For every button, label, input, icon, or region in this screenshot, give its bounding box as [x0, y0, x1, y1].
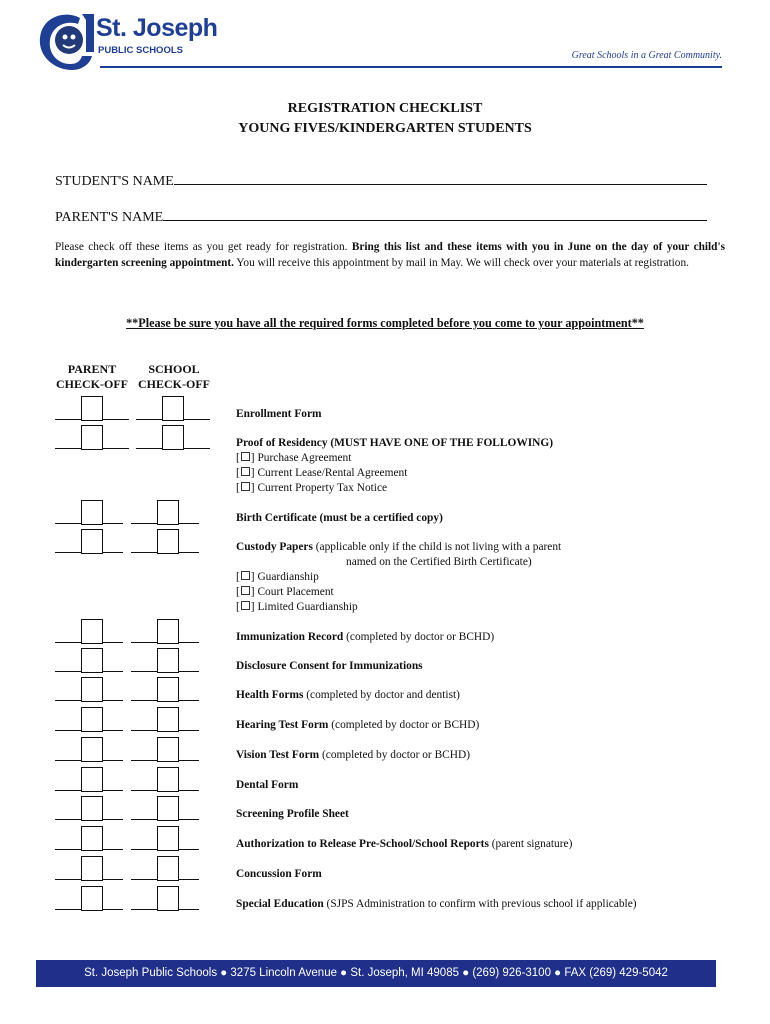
item-title: Concussion Form [236, 868, 322, 880]
school-check-box[interactable] [157, 529, 179, 554]
item-title: Enrollment Form [236, 408, 322, 420]
school-check-box[interactable] [157, 767, 179, 792]
sub-option[interactable]: [ ] Purchase Agreement [236, 452, 352, 464]
parent-check-box[interactable] [81, 826, 103, 851]
school-check-box[interactable] [157, 619, 179, 644]
item-title: Authorization to Release Pre-School/School Reports [236, 838, 489, 850]
parent-check-box[interactable] [81, 886, 103, 911]
sub-option[interactable]: [ ] Guardianship [236, 571, 319, 583]
header-divider [100, 66, 722, 68]
checklist-item [236, 837, 572, 852]
checklist-item [236, 897, 637, 912]
sub-option-checkbox[interactable] [241, 482, 250, 491]
parent-check-box[interactable] [81, 737, 103, 762]
parent-check-box[interactable] [81, 619, 103, 644]
parent-check-box[interactable] [81, 396, 103, 421]
instructions-text-2: You will receive this appointment by mail in May. We will check over your materials at registration. [233, 256, 689, 269]
item-note: (SJPS Administration to confirm with previous school if applicable) [323, 898, 637, 910]
item-title: Disclosure Consent for Immunizations [236, 660, 423, 672]
student-name-line[interactable] [174, 172, 707, 185]
parent-name-field[interactable] [55, 208, 707, 226]
item-note: (completed by doctor or BCHD) [343, 631, 495, 643]
checklist-item [236, 778, 298, 793]
item-title: Screening Profile Sheet [236, 808, 349, 820]
sub-option[interactable]: [ ] Current Lease/Rental Agreement [236, 467, 408, 479]
tagline: Great Schools in a Great Community. [571, 50, 722, 61]
item-title: Birth Certificate (must be a certified copy) [236, 512, 443, 524]
instructions-text: Please check off these items as you get ready for registration. [55, 241, 352, 253]
item-note: (completed by doctor or BCHD) [319, 749, 471, 761]
sub-option-checkbox[interactable] [241, 601, 250, 610]
parent-check-box[interactable] [81, 856, 103, 881]
item-title: Immunization Record [236, 631, 344, 643]
parent-checkoff-header [52, 362, 132, 392]
sub-option-label: Court Placement [257, 586, 334, 598]
page-title: REGISTRATION CHECKLIST [287, 101, 483, 116]
parent-header-line2: CHECK-OFF [56, 377, 128, 391]
item-title: Custody Papers [236, 541, 313, 553]
parent-check-box[interactable] [81, 767, 103, 792]
item-note: (applicable only if the child is not living with a parent [312, 541, 562, 553]
student-name-label: STUDENT'S NAME [55, 174, 174, 189]
school-check-box[interactable] [157, 500, 179, 525]
school-check-box[interactable] [157, 856, 179, 881]
school-logo-icon [36, 12, 96, 74]
instructions-paragraph [55, 240, 725, 271]
school-check-box[interactable] [157, 648, 179, 673]
sub-option-checkbox[interactable] [241, 571, 250, 580]
parent-check-box[interactable] [81, 500, 103, 525]
item-title: Dental Form [236, 779, 299, 791]
school-check-box[interactable] [162, 396, 184, 421]
sub-option[interactable]: [ ] Limited Guardianship [236, 601, 358, 613]
school-check-box[interactable] [157, 677, 179, 702]
sub-option[interactable]: [ ] Current Property Tax Notice [236, 482, 388, 494]
logo-title: St. Joseph [96, 14, 218, 42]
checklist-item [236, 436, 553, 496]
item-note-continued: named on the Certified Birth Certificate) [346, 556, 532, 568]
checklist-item [236, 688, 460, 703]
parent-check-box[interactable] [81, 425, 103, 450]
student-name-field[interactable] [55, 172, 707, 190]
school-check-box[interactable] [157, 886, 179, 911]
item-title: Proof of Residency (MUST HAVE ONE OF THE FOLLOWING) [236, 437, 554, 449]
checklist-item [236, 807, 349, 822]
logo-subtitle: PUBLIC SCHOOLS [98, 45, 183, 56]
sub-option-checkbox[interactable] [241, 452, 250, 461]
sub-option-label: Limited Guardianship [257, 601, 358, 613]
sub-option-checkbox[interactable] [241, 586, 250, 595]
parent-name-label: PARENT'S NAME [55, 210, 164, 225]
sub-option-label: Current Property Tax Notice [257, 482, 388, 494]
item-title: Special Education [236, 898, 324, 910]
checklist-item [236, 630, 494, 645]
parent-name-line[interactable] [163, 208, 707, 221]
school-check-box[interactable] [157, 826, 179, 851]
checklist-item [236, 867, 322, 882]
school-check-box[interactable] [162, 425, 184, 450]
item-note: (completed by doctor and dentist) [303, 689, 460, 701]
parent-header-line1: PARENT [67, 362, 117, 376]
parent-check-box[interactable] [81, 529, 103, 554]
item-note: (parent signature) [488, 838, 573, 850]
school-check-box[interactable] [157, 707, 179, 732]
checklist-item [236, 748, 470, 763]
item-title: Health Forms [236, 689, 304, 701]
checklist-item [236, 407, 322, 422]
item-note: (completed by doctor or BCHD) [328, 719, 480, 731]
footer-address-bar: St. Joseph Public Schools ● 3275 Lincoln Avenue ● St. Joseph, MI 49085 ● (269) 926-3100 ● FAX (269) 429-5042 [36, 960, 716, 987]
checklist-item [236, 659, 423, 674]
checklist-item [236, 511, 443, 526]
item-title: Hearing Test Form [236, 719, 329, 731]
important-notice: **Please be sure you have all the required forms completed before you come to your appointment** [126, 316, 644, 330]
sub-option-label: Current Lease/Rental Agreement [257, 467, 408, 479]
sub-option-label: Guardianship [257, 571, 319, 583]
parent-check-box[interactable] [81, 648, 103, 673]
page-subtitle: YOUNG FIVES/KINDERGARTEN STUDENTS [238, 121, 532, 136]
checklist-item [236, 718, 479, 733]
school-header-line2: CHECK-OFF [138, 377, 210, 391]
sub-option-label: Purchase Agreement [257, 452, 352, 464]
parent-check-box[interactable] [81, 677, 103, 702]
parent-check-box[interactable] [81, 707, 103, 732]
school-check-box[interactable] [157, 737, 179, 762]
checklist-item [236, 540, 561, 615]
sub-option[interactable]: [ ] Court Placement [236, 586, 334, 598]
sub-option-checkbox[interactable] [241, 467, 250, 476]
school-check-box[interactable] [157, 796, 179, 821]
item-title: Vision Test Form [236, 749, 320, 761]
school-checkoff-header [134, 362, 214, 392]
school-header-line1: SCHOOL [148, 362, 200, 376]
parent-check-box[interactable] [81, 796, 103, 821]
instructions-bold-text: Bring this list and these items with you in June on the day of your child's kindergarten screening appointment. [55, 241, 725, 269]
